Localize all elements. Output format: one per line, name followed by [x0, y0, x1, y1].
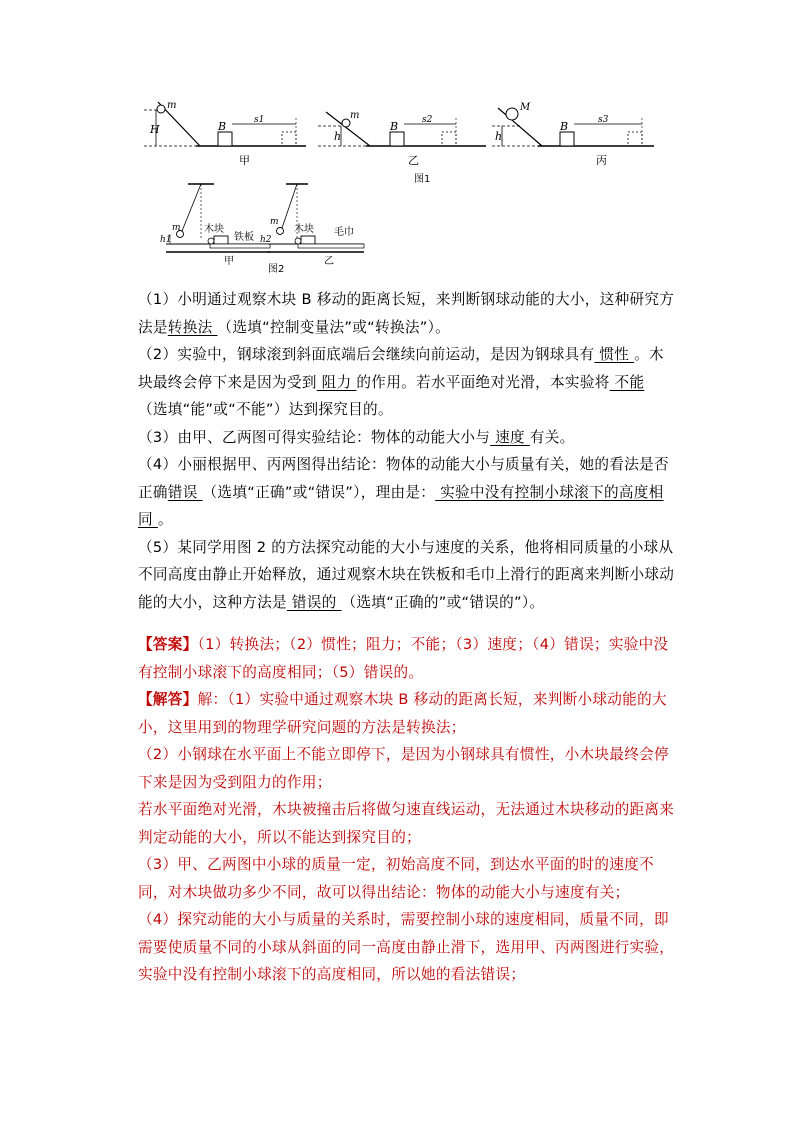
question-3 [138, 424, 678, 452]
question-text: 。 [157, 511, 173, 528]
question-text: （选填“正确”或“错误”），理由是： [202, 483, 436, 501]
block-label: 木块 [204, 224, 224, 235]
height-label: h2 [260, 235, 272, 245]
block-icon [390, 132, 404, 146]
question-text: （4）小丽根据甲、丙两图得出结论：物体的动能大小与质量有关，她的看法是否正确 [138, 456, 669, 501]
panel-name: 乙 [408, 154, 419, 167]
answer-blank: 错误 [167, 483, 203, 501]
ball-icon [277, 228, 284, 235]
answer-blank: 不能 [609, 373, 645, 391]
question-text: （1）小明通过观察木块 B 移动的距离长短，来判断钢球动能的大小，这种研究方法是 [138, 291, 675, 336]
solution-text: 解：（1）实验中通过观察木块 B 移动的距离长短，来判断小球动能的大小，这里用到的物理学研究问题的方法是转换法； [138, 691, 667, 736]
surface-label: 铁板 [234, 232, 254, 243]
ball-label: m [172, 223, 181, 233]
figure-1-drawing [136, 98, 656, 188]
block-icon [560, 132, 574, 146]
ball-label: M [520, 102, 531, 113]
panel-jia [144, 100, 306, 167]
ball-icon [157, 105, 165, 113]
distance-label: s2 [422, 115, 433, 125]
question-text: （选填“能”或“不能”）达到探究目的。 [138, 401, 393, 418]
block-icon [218, 132, 232, 146]
question-text: （5）某同学用图 2 的方法探究动能的大小与速度的关系，他将相同质量的小球从不同高度由静止开始释放，通过观察木块在铁板和毛巾上滑行的距离来判断小球动能的大小，这种方法是 [138, 538, 675, 611]
panel-yi [318, 110, 486, 167]
figure-2-drawing [158, 178, 368, 278]
question-text: （3）由甲、乙两图可得实验结论：物体的动能大小与 [138, 428, 491, 446]
question-text: （选填“正确的”或“错误的”）。 [341, 593, 545, 611]
block-label: B [560, 120, 569, 133]
question-text: （2）实验中，钢球滚到斜面底端后会继续向前运动，是因为钢球具有 [138, 346, 595, 363]
height-label: h [495, 130, 503, 143]
solution-paragraph-2: （2）小钢球在水平面上不能立即停下，是因为小钢球具有惯性，小木块最终会停下来是因为受到阻力的作用； [138, 746, 669, 791]
question-text: （选填“控制变量法”或“转换法”）。 [217, 318, 451, 336]
answer-tag: 【答案】 [138, 636, 198, 653]
distance-label: s1 [254, 115, 265, 125]
answer-text: （1）转换法；（2）惯性；阻力；不能；（3）速度；（4）错误；实验中没有控制小球滚下的高度相同；（5）错误的。 [138, 636, 669, 681]
ball-label: m [270, 217, 279, 227]
answer-blank: 转换法 [167, 318, 218, 336]
block-label: B [218, 120, 227, 133]
height-label: h [334, 130, 342, 143]
ball-icon [342, 119, 350, 127]
ball-label: m [350, 110, 360, 121]
answer-blank: 惯性 [594, 346, 635, 363]
question-text: 有关。 [529, 428, 575, 446]
answer-section [138, 631, 678, 989]
answer-blank: 速度 [490, 428, 530, 446]
question-text: 的作用。若水平面绝对光滑，本实验将 [356, 373, 610, 391]
question-2 [138, 341, 678, 424]
answer-blank: 阻力 [316, 373, 357, 391]
solution-paragraph-5: （4）探究动能的大小与质量的关系时，需要控制小球的速度相同，质量不同，即需要使质量不同的小球从斜面的同一高度由静止滑下，选用甲、丙两图进行实验，实验中没有控制小球滚下的高度相同，所以她的看法错误； [138, 911, 675, 983]
solution-paragraph-4: （3）甲、乙两图中小球的质量一定，初始高度不同，到达水平面的时的速度不同，对木块做功多少不同，故可以得出结论：物体的动能大小与速度有关； [138, 856, 654, 901]
panel-name: 甲 [224, 256, 234, 267]
solution-paragraph-3: 若水平面绝对光滑，木块被撞击后将做匀速直线运动，无法通过木块移动的距离来判定动能的大小，所以不能达到探究目的； [138, 801, 675, 846]
figure-1 [136, 98, 656, 188]
ball-label: m [167, 100, 177, 111]
ball-icon [506, 108, 518, 120]
panel-name: 丙 [596, 154, 607, 167]
answer-paragraph [138, 631, 678, 686]
pendulum-jia [160, 184, 270, 267]
question-5 [138, 534, 678, 617]
solution-paragraph-1 [138, 686, 678, 741]
pendulum-yi [260, 184, 364, 267]
question-text: 。木块最终会停下来是因为受到 [138, 346, 664, 391]
answer-blank: 错误的 [286, 593, 342, 611]
height-label: h1 [160, 235, 172, 245]
block-label: 木块 [294, 224, 314, 235]
block-label: B [390, 120, 399, 133]
panel-bing [492, 102, 654, 167]
distance-label: s3 [598, 115, 609, 125]
height-label: H [150, 123, 160, 136]
answer-blank: 实验中没有控制小球滚下的高度相同 [138, 483, 664, 528]
figure-caption: 图2 [268, 264, 285, 275]
solution-tag: 【解答】 [138, 691, 198, 708]
figure-caption: 图1 [414, 174, 431, 185]
panel-name: 乙 [324, 256, 334, 267]
question-1 [138, 286, 678, 341]
questions [138, 286, 678, 616]
question-4 [138, 451, 678, 534]
block-icon [214, 236, 228, 244]
block-icon [301, 236, 315, 244]
panel-name: 甲 [239, 154, 250, 167]
figure-2 [158, 178, 368, 278]
surface-label: 毛巾 [334, 227, 354, 238]
